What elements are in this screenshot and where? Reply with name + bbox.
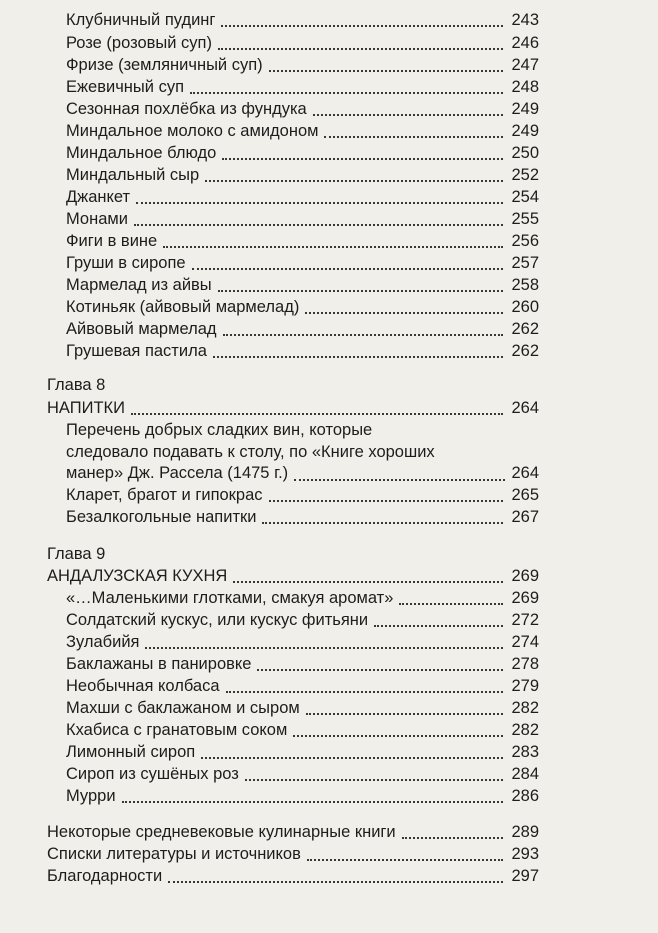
dot-leader bbox=[374, 625, 503, 627]
toc-entry-title: Джанкет bbox=[66, 188, 131, 206]
toc-entry-title: Фризе (земляничный суп) bbox=[66, 56, 263, 74]
dot-leader bbox=[402, 837, 503, 839]
toc-entry-title: Баклажаны в панировке bbox=[66, 655, 252, 673]
toc-entry-line: следовало подавать к столу, по «Книге хороших bbox=[66, 442, 435, 461]
toc-entry-title: Некоторые средневековые кулинарные книги bbox=[47, 823, 396, 841]
dot-leader bbox=[205, 180, 503, 182]
toc-entry-title: «…Маленькими глотками, смакуя аромат» bbox=[66, 589, 394, 607]
toc-entry bbox=[66, 187, 539, 208]
toc-entry bbox=[66, 786, 539, 807]
dot-leader bbox=[305, 312, 503, 314]
dot-leader bbox=[293, 735, 503, 737]
toc-entry-page: 257 bbox=[511, 254, 539, 272]
dot-leader bbox=[307, 859, 503, 861]
toc-entry-title: Груши в сиропе bbox=[66, 254, 186, 272]
toc-entry-page: 267 bbox=[511, 508, 539, 526]
toc-entry-page: 278 bbox=[511, 655, 539, 673]
toc-entry-page: 250 bbox=[511, 144, 539, 162]
toc-entry bbox=[66, 253, 539, 274]
toc-entry-title: Котиньяк (айвовый мармелад) bbox=[66, 298, 300, 316]
dot-leader bbox=[269, 500, 503, 502]
toc-entry-page: 254 bbox=[511, 188, 539, 206]
toc-entry bbox=[66, 632, 539, 653]
toc-entry bbox=[66, 33, 539, 54]
toc-entry-title: Грушевая пастила bbox=[66, 342, 207, 360]
toc-entry bbox=[66, 165, 539, 186]
toc-entry-title: Махши с баклажаном и сыром bbox=[66, 699, 300, 717]
toc-entry bbox=[66, 231, 539, 252]
toc-entry bbox=[66, 55, 539, 76]
toc-entry-title: Кхабиса с гранатовым соком bbox=[66, 721, 288, 739]
chapter-title-text: АНДАЛУЗСКАЯ КУХНЯ bbox=[47, 567, 228, 585]
dot-leader bbox=[233, 581, 503, 583]
chapter-title-text: НАПИТКИ bbox=[47, 399, 126, 417]
toc-entry bbox=[66, 209, 539, 230]
toc-entry-page: 279 bbox=[511, 677, 539, 695]
toc-entry-title: Клубничный пудинг bbox=[66, 11, 216, 29]
toc-entry bbox=[66, 588, 539, 609]
toc-entry-line: Перечень добрых сладких вин, которые bbox=[66, 421, 373, 439]
toc-entry-title: Ежевичный суп bbox=[66, 78, 185, 96]
toc-entry-lastline bbox=[66, 463, 539, 485]
toc-entry-page: 272 bbox=[511, 611, 539, 629]
toc-entry-page: 264 bbox=[511, 464, 539, 482]
dot-leader bbox=[269, 70, 503, 72]
toc-entry bbox=[66, 275, 539, 296]
dot-leader bbox=[306, 713, 503, 715]
dot-leader bbox=[222, 158, 503, 160]
toc-entry bbox=[66, 610, 539, 631]
toc-entry-title: манер» Дж. Рассела (1475 г.) bbox=[66, 464, 289, 482]
toc-entry bbox=[66, 698, 539, 719]
dot-leader bbox=[213, 356, 503, 358]
toc-entry-title: Сезонная похлёбка из фундука bbox=[66, 100, 307, 118]
toc-entry-title: Фиги в вине bbox=[66, 232, 158, 250]
toc-entry bbox=[47, 866, 539, 887]
chapter-label: Глава 8 bbox=[47, 376, 106, 394]
toc-entry-page: 283 bbox=[511, 743, 539, 761]
toc-entry-page: 269 bbox=[511, 589, 539, 607]
toc-entry bbox=[66, 121, 539, 142]
toc-entry-title: Сироп из сушёных роз bbox=[66, 765, 239, 783]
toc-entry-title: Необычная колбаса bbox=[66, 677, 220, 695]
dot-leader bbox=[223, 334, 503, 336]
toc-entry-title: Благодарности bbox=[47, 867, 163, 885]
toc-entry-title: Миндальное блюдо bbox=[66, 144, 217, 162]
toc-entry-page: 255 bbox=[511, 210, 539, 228]
toc-entry-title: Мурри bbox=[66, 787, 116, 805]
toc-entry bbox=[66, 319, 539, 340]
dot-leader bbox=[201, 757, 503, 759]
chapter-title bbox=[47, 566, 539, 587]
toc-entry-page: 262 bbox=[511, 320, 539, 338]
toc-entry-page: 286 bbox=[511, 787, 539, 805]
toc-entry bbox=[66, 676, 539, 697]
toc-entry-page: 265 bbox=[511, 486, 539, 504]
dot-leader bbox=[145, 647, 503, 649]
toc-entry-page: 274 bbox=[511, 633, 539, 651]
toc-entry-page: 293 bbox=[511, 845, 539, 863]
chapter-label: Глава 9 bbox=[47, 545, 106, 563]
toc-entry bbox=[66, 77, 539, 98]
toc-entry bbox=[66, 654, 539, 675]
dot-leader bbox=[218, 48, 503, 50]
dot-leader bbox=[192, 268, 503, 270]
toc-entry-title: Безалкогольные напитки bbox=[66, 508, 257, 526]
toc-entry-page: 282 bbox=[511, 699, 539, 717]
toc-entry-title: Солдатский кускус, или кускус фитьяни bbox=[66, 611, 369, 629]
dot-leader bbox=[399, 603, 503, 605]
toc-entry-page: 252 bbox=[511, 166, 539, 184]
toc-entry bbox=[66, 143, 539, 164]
toc-entry-title: Айвовый мармелад bbox=[66, 320, 217, 338]
toc-entry-title: Миндальное молоко с амидоном bbox=[66, 122, 319, 140]
dot-leader bbox=[226, 691, 503, 693]
dot-leader bbox=[218, 290, 503, 292]
dot-leader bbox=[313, 114, 503, 116]
dot-leader bbox=[262, 522, 503, 524]
toc-entry-page: 249 bbox=[511, 122, 539, 140]
toc-entry-page: 243 bbox=[511, 11, 539, 29]
dot-leader bbox=[168, 881, 503, 883]
dot-leader bbox=[324, 136, 503, 138]
toc-entry bbox=[66, 10, 539, 31]
toc-entry bbox=[66, 764, 539, 785]
toc-entry bbox=[47, 844, 539, 865]
toc-entry-page: 284 bbox=[511, 765, 539, 783]
toc-entry-page: 297 bbox=[511, 867, 539, 885]
chapter-title bbox=[47, 398, 539, 419]
dot-leader bbox=[190, 92, 503, 94]
toc-entry-title: Кларет, брагот и гипокрас bbox=[66, 486, 263, 504]
toc-entry-page: 262 bbox=[511, 342, 539, 360]
chapter-page: 264 bbox=[511, 399, 539, 417]
chapter-page: 269 bbox=[511, 567, 539, 585]
dot-leader bbox=[134, 224, 503, 226]
toc-entry-title: Лимонный сироп bbox=[66, 743, 196, 761]
dot-leader bbox=[163, 246, 503, 248]
toc-entry-title: Списки литературы и источников bbox=[47, 845, 301, 863]
toc-entry bbox=[66, 485, 539, 506]
dot-leader bbox=[221, 25, 503, 27]
dot-leader bbox=[136, 202, 503, 204]
toc-entry bbox=[66, 99, 539, 120]
dot-leader bbox=[257, 669, 503, 671]
toc-entry-page: 260 bbox=[511, 298, 539, 316]
dot-leader bbox=[122, 801, 503, 803]
toc-entry-title: Мармелад из айвы bbox=[66, 276, 212, 294]
toc-entry-page: 256 bbox=[511, 232, 539, 250]
toc-entry-page: 249 bbox=[511, 100, 539, 118]
toc-entry bbox=[66, 341, 539, 362]
toc-entry-title: Миндальный сыр bbox=[66, 166, 200, 184]
toc-entry-page: 248 bbox=[511, 78, 539, 96]
toc-entry bbox=[47, 822, 539, 843]
toc-entry-title: Зулабийя bbox=[66, 633, 140, 651]
toc-entry-page: 282 bbox=[511, 721, 539, 739]
toc-entry-page: 258 bbox=[511, 276, 539, 294]
toc-entry-multiline bbox=[66, 420, 539, 485]
toc-entry-page: 247 bbox=[511, 56, 539, 74]
toc-entry-page: 246 bbox=[511, 34, 539, 52]
toc-entry bbox=[66, 507, 539, 528]
toc-entry-title: Монами bbox=[66, 210, 128, 228]
dot-leader bbox=[294, 479, 505, 481]
toc-entry-title: Розе (розовый суп) bbox=[66, 34, 212, 52]
toc-entry bbox=[66, 720, 539, 741]
dot-leader bbox=[131, 413, 503, 415]
toc-entry bbox=[66, 297, 539, 318]
toc-entry-page: 289 bbox=[511, 823, 539, 841]
toc-entry bbox=[66, 742, 539, 763]
dot-leader bbox=[245, 779, 503, 781]
